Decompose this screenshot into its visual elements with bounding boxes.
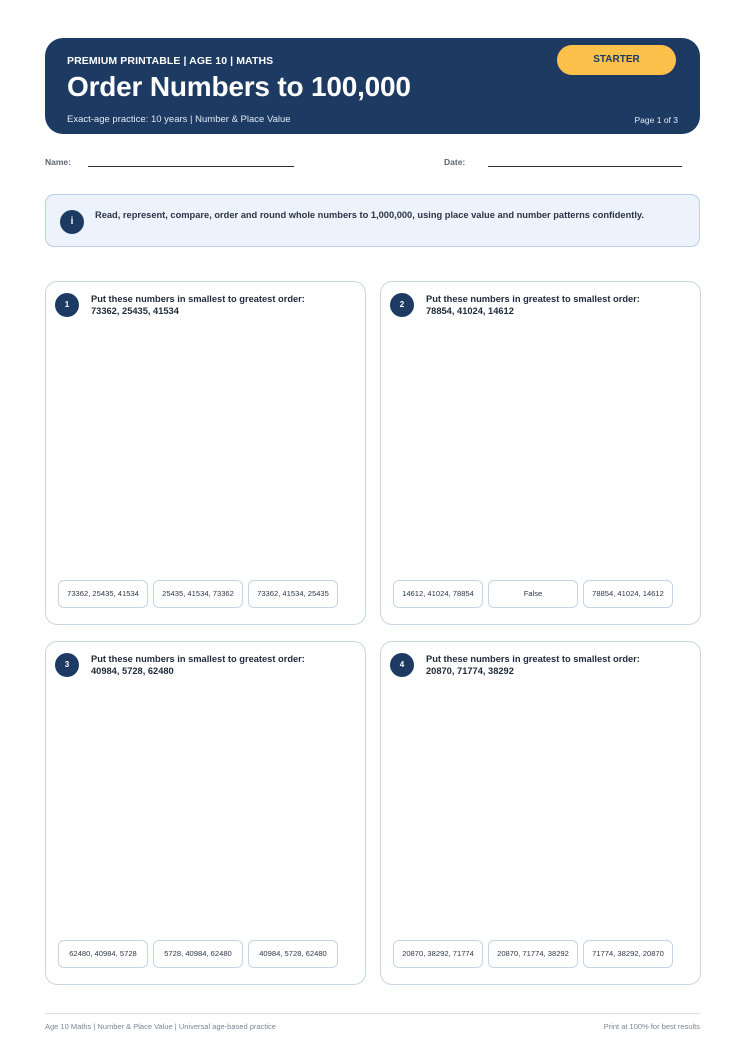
learning-objective-text: Read, represent, compare, order and round whole numbers to 1,000,000, using place value and number patterns confidently. [95, 210, 644, 220]
question-prompt: Put these numbers in greatest to smallest order: [426, 294, 640, 304]
question-number: 1 [55, 293, 79, 317]
answer-options [393, 580, 673, 608]
level-badge: STARTER [557, 45, 676, 75]
answer-option[interactable]: 78854, 41024, 14612 [583, 580, 673, 608]
page-title: Order Numbers to 100,000 [67, 71, 411, 102]
question-text [426, 294, 691, 317]
question-numbers: 78854, 41024, 14612 [426, 305, 514, 316]
date-label: Date: [444, 157, 466, 167]
question-card-2 [380, 281, 701, 625]
header-subtitle: Exact-age practice: 10 years | Number & Place Value [67, 114, 291, 125]
question-text [91, 654, 356, 677]
answer-option[interactable]: 73362, 41534, 25435 [248, 580, 338, 608]
header-kicker: PREMIUM PRINTABLE | AGE 10 | MATHS [67, 55, 274, 67]
question-text [91, 294, 356, 317]
question-number: 2 [390, 293, 414, 317]
question-card-3 [45, 641, 366, 985]
question-prompt: Put these numbers in smallest to greatest order: [91, 294, 305, 304]
answer-option[interactable]: 40984, 5728, 62480 [248, 940, 338, 968]
question-numbers: 40984, 5728, 62480 [91, 665, 174, 676]
answer-option[interactable]: False [488, 580, 578, 608]
name-label: Name: [45, 157, 71, 167]
answer-option[interactable]: 62480, 40984, 5728 [58, 940, 148, 968]
answer-option[interactable]: 20870, 38292, 71774 [393, 940, 483, 968]
learning-objective-box [45, 194, 700, 247]
question-card-4 [380, 641, 701, 985]
answer-option[interactable]: 14612, 41024, 78854 [393, 580, 483, 608]
info-icon: i [60, 210, 84, 234]
answer-option[interactable]: 73362, 25435, 41534 [58, 580, 148, 608]
question-prompt: Put these numbers in greatest to smallest order: [426, 654, 640, 664]
footer-divider [45, 1013, 700, 1014]
answer-option[interactable]: 5728, 40984, 62480 [153, 940, 243, 968]
question-text [426, 654, 691, 677]
answer-option[interactable]: 20870, 71774, 38292 [488, 940, 578, 968]
question-number: 3 [55, 653, 79, 677]
question-prompt: Put these numbers in smallest to greatest order: [91, 654, 305, 664]
answer-options [393, 940, 673, 968]
question-number: 4 [390, 653, 414, 677]
date-field[interactable] [488, 166, 682, 167]
footer-left-text: Age 10 Maths | Number & Place Value | Universal age-based practice [45, 1022, 276, 1031]
question-numbers: 20870, 71774, 38292 [426, 665, 514, 676]
name-field[interactable] [88, 166, 294, 167]
question-card-1 [45, 281, 366, 625]
question-numbers: 73362, 25435, 41534 [91, 305, 179, 316]
footer-right-text: Print at 100% for best results [603, 1022, 700, 1031]
answer-option[interactable]: 71774, 38292, 20870 [583, 940, 673, 968]
answer-options [58, 580, 338, 608]
answer-options [58, 940, 338, 968]
worksheet-header [45, 38, 700, 134]
answer-option[interactable]: 25435, 41534, 73362 [153, 580, 243, 608]
page-indicator: Page 1 of 3 [634, 115, 678, 125]
